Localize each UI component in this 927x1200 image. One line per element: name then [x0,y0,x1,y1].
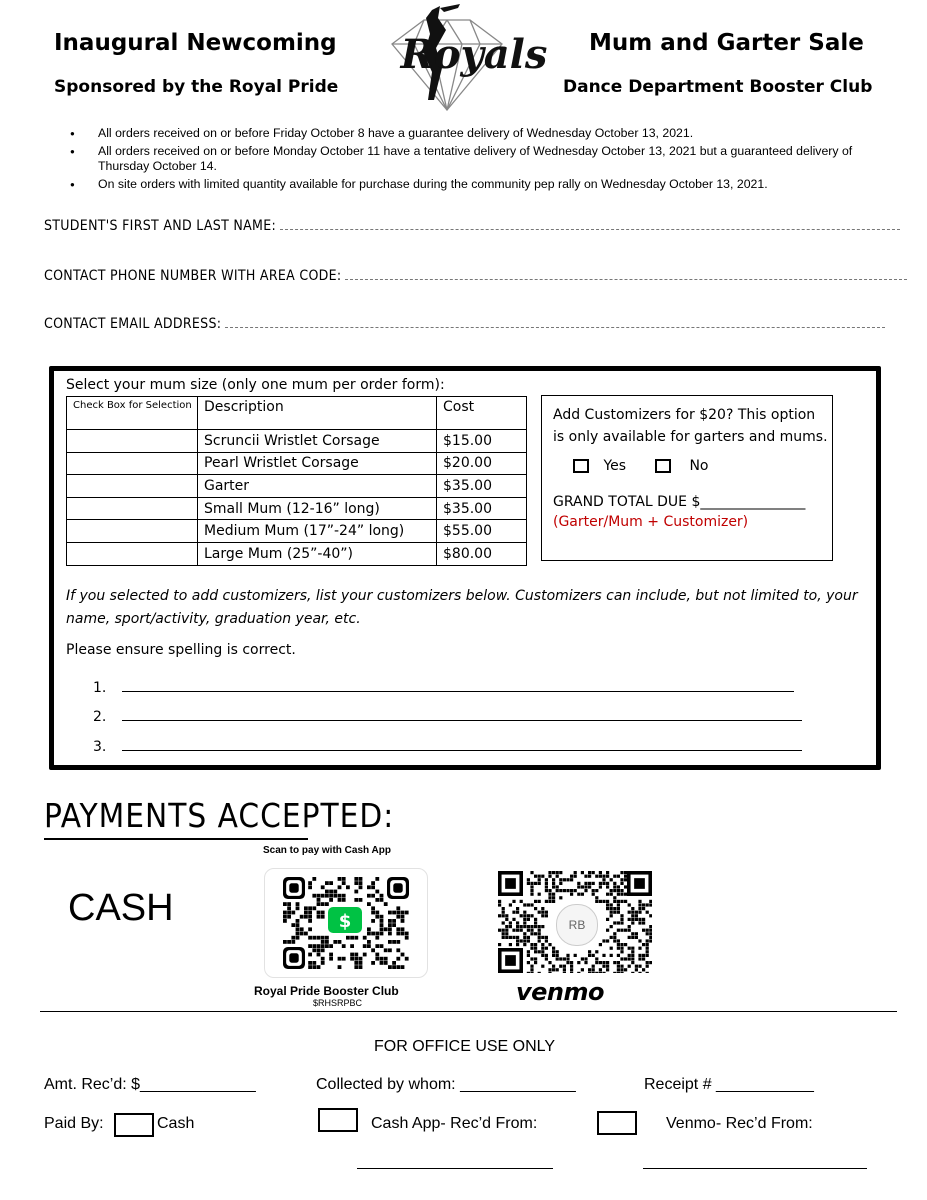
item-description: Scruncii Wristlet Corsage [198,430,437,453]
item-description: Garter [198,475,437,498]
customizer-question: Add Customizers for $20? This option is only available for garters and mums. [553,407,828,445]
selection-checkbox-cell[interactable] [67,497,198,520]
student-name-field[interactable] [44,218,900,234]
mum-size-table [66,396,527,566]
column-header-check: Check Box for Selection [67,397,198,430]
item-cost: $80.00 [437,542,527,565]
cash-label: CASH [68,887,174,929]
email-label: CONTACT EMAIL ADDRESS: [44,316,222,332]
table-row [67,497,527,520]
venmo-checkbox[interactable] [597,1111,637,1135]
cashapp-qr-code[interactable] [264,868,428,978]
list-item: ● On site orders with limited quantity available for purchase during the community pep rally on Wednesday October 13, 2021. [70,177,870,192]
office-venmo-label: Venmo- Rec’d From: [666,1115,813,1132]
item-cost: $35.00 [437,497,527,520]
cashapp-name: Royal Pride Booster Club [254,984,399,998]
email-field[interactable] [44,316,885,332]
qr-code-icon [265,869,427,977]
svg-text:Royals: Royals [400,31,548,78]
item-description: Medium Mum (17”-24” long) [198,520,437,543]
line-number: 3. [93,739,107,755]
header-left-subtitle: Sponsored by the Royal Pride [54,77,339,97]
office-cash-label: Cash [157,1115,195,1132]
cashapp-tag: $RHSRPBC [313,998,363,1008]
venmo-from-line[interactable] [643,1168,867,1169]
column-header-description: Description [198,397,437,430]
diamond-icon [374,4,556,122]
item-cost: $35.00 [437,475,527,498]
selection-checkbox-cell[interactable] [67,452,198,475]
header-left-title: Inaugural Newcoming [54,30,337,56]
item-description: Pearl Wristlet Corsage [198,452,437,475]
select-size-prompt: Select your mum size (only one mum per order form): [66,377,445,393]
customizer-yes-option[interactable] [573,458,626,474]
item-cost: $55.00 [437,520,527,543]
table-row [67,430,527,453]
receipt-number-field[interactable]: Receipt # ___________ [644,1076,814,1093]
header-right-title: Mum and Garter Sale [589,30,864,56]
cashapp-from-line[interactable] [357,1168,553,1169]
venmo-logo: venmo [516,978,605,1006]
svg-text:$: $ [338,911,352,932]
customizer-line-2[interactable] [93,706,802,725]
no-label: No [689,458,709,474]
table-row [67,520,527,543]
column-header-cost: Cost [437,397,527,430]
phone-field[interactable] [44,268,907,284]
royals-logo [374,4,556,122]
item-description: Large Mum (25”-40”) [198,542,437,565]
item-cost: $15.00 [437,430,527,453]
header-right-subtitle: Dance Department Booster Club [563,77,873,97]
paid-by-label: Paid By: [44,1115,104,1132]
list-item: ● All orders received on or before Monday October 11 have a tentative delivery of Wednesday October 13, 2021 but a guaranteed delivery of Thursday October 14. [70,144,870,174]
item-cost: $20.00 [437,452,527,475]
table-row [67,475,527,498]
divider [40,1011,897,1012]
yes-label: Yes [603,458,627,474]
customizer-instructions: If you selected to add customizers, list your customizers below. Customizers can include, but not limited to, your name, sport/activity, graduation year, etc. [66,588,858,627]
selection-checkbox-cell[interactable] [67,430,198,453]
line-number: 1. [93,680,107,696]
collected-by-field[interactable]: Collected by whom: _____________ [316,1076,576,1093]
selection-checkbox-cell[interactable] [67,542,198,565]
customizer-line-1[interactable] [93,677,794,696]
customizer-no-option[interactable] [655,458,709,474]
yes-checkbox[interactable] [573,459,589,473]
spelling-note: Please ensure spelling is correct. [66,642,296,658]
item-description: Small Mum (12-16” long) [198,497,437,520]
grand-total-note: (Garter/Mum + Customizer) [553,514,749,530]
grand-total-field[interactable]: GRAND TOTAL DUE $_______________ [553,494,806,510]
phone-label: CONTACT PHONE NUMBER WITH AREA CODE: [44,268,342,284]
cash-checkbox[interactable] [114,1113,154,1137]
cashapp-checkbox[interactable] [318,1108,358,1132]
payments-title: PAYMENTS ACCEPTED: [44,796,395,835]
office-use-title: FOR OFFICE USE ONLY [374,1038,556,1055]
venmo-badge: RB [556,904,598,946]
customizer-line-3[interactable] [93,736,802,755]
no-checkbox[interactable] [655,459,671,473]
list-item: ● All orders received on or before Friday October 8 have a guarantee delivery of Wednesday October 13, 2021. [70,126,870,141]
table-row [67,542,527,565]
selection-checkbox-cell[interactable] [67,475,198,498]
payments-title-underline [44,838,308,840]
office-cashapp-label: Cash App- Rec’d From: [371,1115,538,1132]
amount-received-field[interactable]: Amt. Rec’d: $_____________ [44,1076,256,1093]
table-row [67,452,527,475]
student-name-label: STUDENT'S FIRST AND LAST NAME: [44,218,277,234]
cashapp-caption: Scan to pay with Cash App [263,845,391,856]
line-number: 2. [93,709,107,725]
delivery-info-list [70,126,870,195]
selection-checkbox-cell[interactable] [67,520,198,543]
